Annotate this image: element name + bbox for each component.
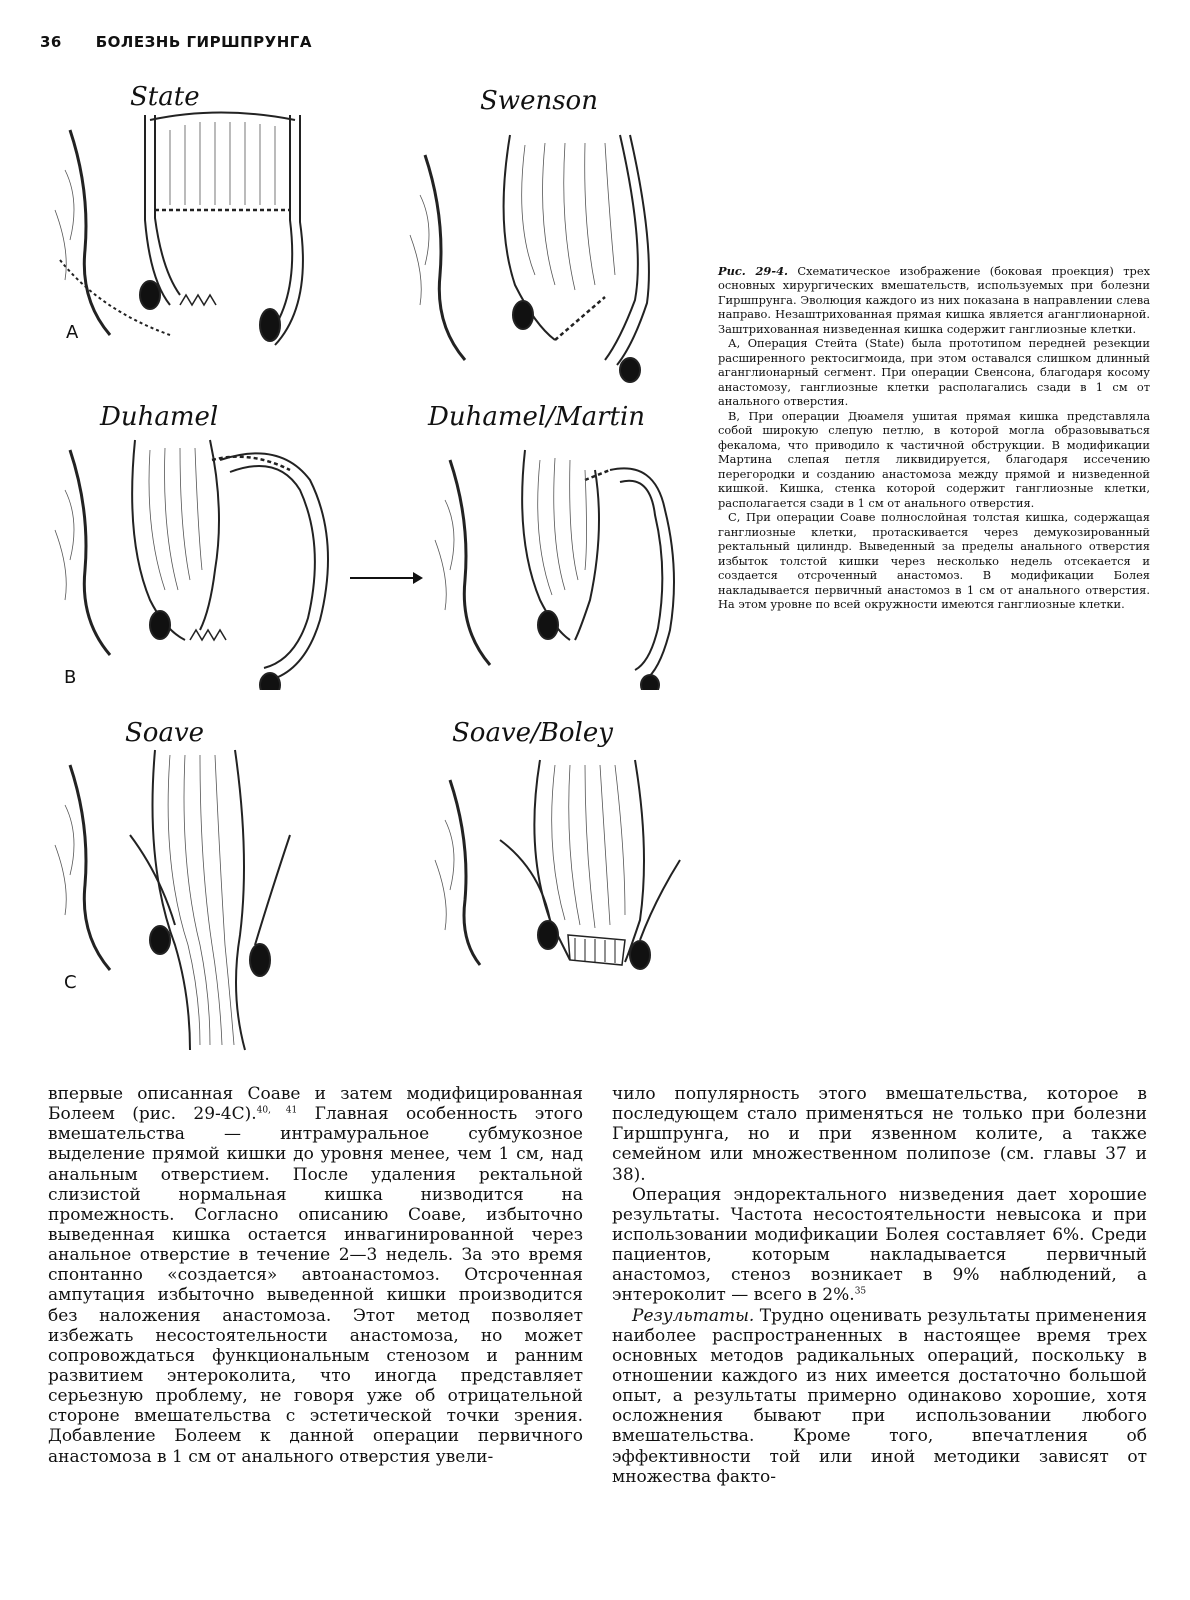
panel-letter-b: B (64, 667, 77, 688)
panel-title-soave: Soave (125, 718, 205, 748)
figure-label: Рис. 29-4. (718, 264, 788, 278)
panel-title-state: State (130, 82, 200, 112)
body-right-paragraph-3 (612, 1306, 1147, 1487)
illustration-soave-boley (430, 750, 710, 980)
illustration-duhamel (50, 430, 350, 690)
body-left-cont: Главная особенность этого вмешательства — интрамуральное субмукозное выделение прямой кишки до уровня менее, чем 1 см, над анальным отверстием. После удаления ректальной слизистой нормальная кишка низводится на промежность. Согласно описанию Соаве, избыточно выведенная кишка остается инвагинированной через анальное отверстие в течение 2—3 недель. За это время спонтанно «создается» автоанастомоз. Отсроченная ампутация избыточно выведенной кишки производится без наложения анастомоза. Этот метод позволяет избежать несостоятельности анастомоза, но может сопровождаться функциональным стенозом и ранним развитием энтероколита, что иногда представляет серьезную проблему, не говоря уже об отрицательной стороне вмешательства с эстетической точки зрения. Добавление Болеем к данной операции первичного анастомоза в 1 см от анального отверстия увели- (48, 1104, 583, 1467)
illustration-duhamel-martin (430, 430, 710, 690)
panel-letter-c: C (64, 972, 77, 993)
reference-40-41: 40, 41 (256, 1105, 298, 1116)
caption-part-a: А, Операция Стейта (State) была прототипом передней резекции расширенного ректосигмоида, при этом оставался слишком длинный аганглионарный сегмент. При операции Свенсона, благодаря косому анастомозу, ганглиозные клетки располагались сзади в 1 см от анального отверстия. (718, 336, 1150, 409)
body-right-paragraph-2 (612, 1185, 1147, 1306)
body-right-paragraph-1: чило популярность этого вмешательства, которое в последующем стало применяться не только при болезни Гиршпрунга, но и при язвенном колите, а также семейном или множественном полипозе (см. главы 37 и 38). (612, 1084, 1147, 1185)
panel-title-duhamel-martin: Duhamel/Martin (428, 402, 646, 432)
body-right-p3-text: Трудно оценивать результаты применения наиболее распространенных в настоящее время трех основных методов радикальных операций, поскольку в отношении каждого из них имеется достаточно большой опыт, а результаты примерно одинаково хорошие, хотя осложнения бывают при использовании любого вмешательства. Кроме того, впечатления об эффективности той или иной методики зависят от множества факто- (612, 1305, 1147, 1487)
caption-part-c: С, При операции Соаве полнослойная толстая кишка, содержащая ганглиозные клетки, протаскивается через демукозированный ректальный цилиндр. Выведенный за пределы анального отверстия избыток толстой кишки через несколько недель отсекается и создается отсроченный анастомоз. В модификации Болея накладывается первичный анастомоз в 1 см от анального отверстия. На этом уровне по всей окружности имеются ганглиозные клетки. (718, 510, 1150, 612)
body-left-start: впервые описанная Соаве и затем модифицированная Болеем (рис. 29-4С). (48, 1084, 583, 1125)
body-right-p2-text: Операция эндоректального низведения дает хорошие результаты. Частота несостоятельности невысока и при использовании модификации Болея составляет 6%. Среди пациентов, которым накладывается первичный анастомоз, стеноз возникает в 9% наблюдений, а энтероколит — всего в 2%. (612, 1184, 1147, 1306)
reference-35: 35 (854, 1286, 867, 1297)
figure-caption (718, 264, 1150, 612)
page-number: 36 (40, 33, 62, 51)
caption-intro-text: Схематическое изображение (боковая проекция) трех основных хирургических вмешательств, используемых при болезни Гиршпрунга. Эволюция каждого из них показана в направлении слева направо. Незаштрихованная прямая кишка является аганглионарной. Заштрихованная низведенная кишка содержит ганглиозные клетки. (718, 264, 1151, 336)
panel-letter-a: A (66, 322, 79, 343)
body-left-paragraph (48, 1084, 583, 1467)
panel-title-swenson: Swenson (480, 86, 598, 116)
panel-title-soave-boley: Soave/Boley (452, 718, 613, 748)
body-column-right (612, 1084, 1147, 1487)
body-column-left (48, 1084, 583, 1467)
panel-title-duhamel: Duhamel (100, 402, 219, 432)
results-heading: Результаты. (632, 1305, 755, 1326)
arrow-right-icon (345, 568, 425, 588)
caption-part-b: В, При операции Дюамеля ушитая прямая кишка представляла собой широкую слепую петлю, в которой могла образовываться фекалома, что приводило к частичной обструкции. В модификации Мартина слепая петля ликвидируется, благодаря иссечению перегородки и созданию анастомоза между прямой и низведенной кишкой. Кишка, стенка которой содержит ганглиозные клетки, располагается сзади в 1 см от анального отверстия. (718, 408, 1150, 510)
illustration-state (50, 110, 340, 350)
running-head (40, 33, 312, 51)
caption-intro (718, 264, 1150, 336)
illustration-swenson (405, 125, 695, 385)
running-title: БОЛЕЗНЬ ГИРШПРУНГА (95, 33, 312, 51)
illustration-soave (50, 745, 340, 1055)
